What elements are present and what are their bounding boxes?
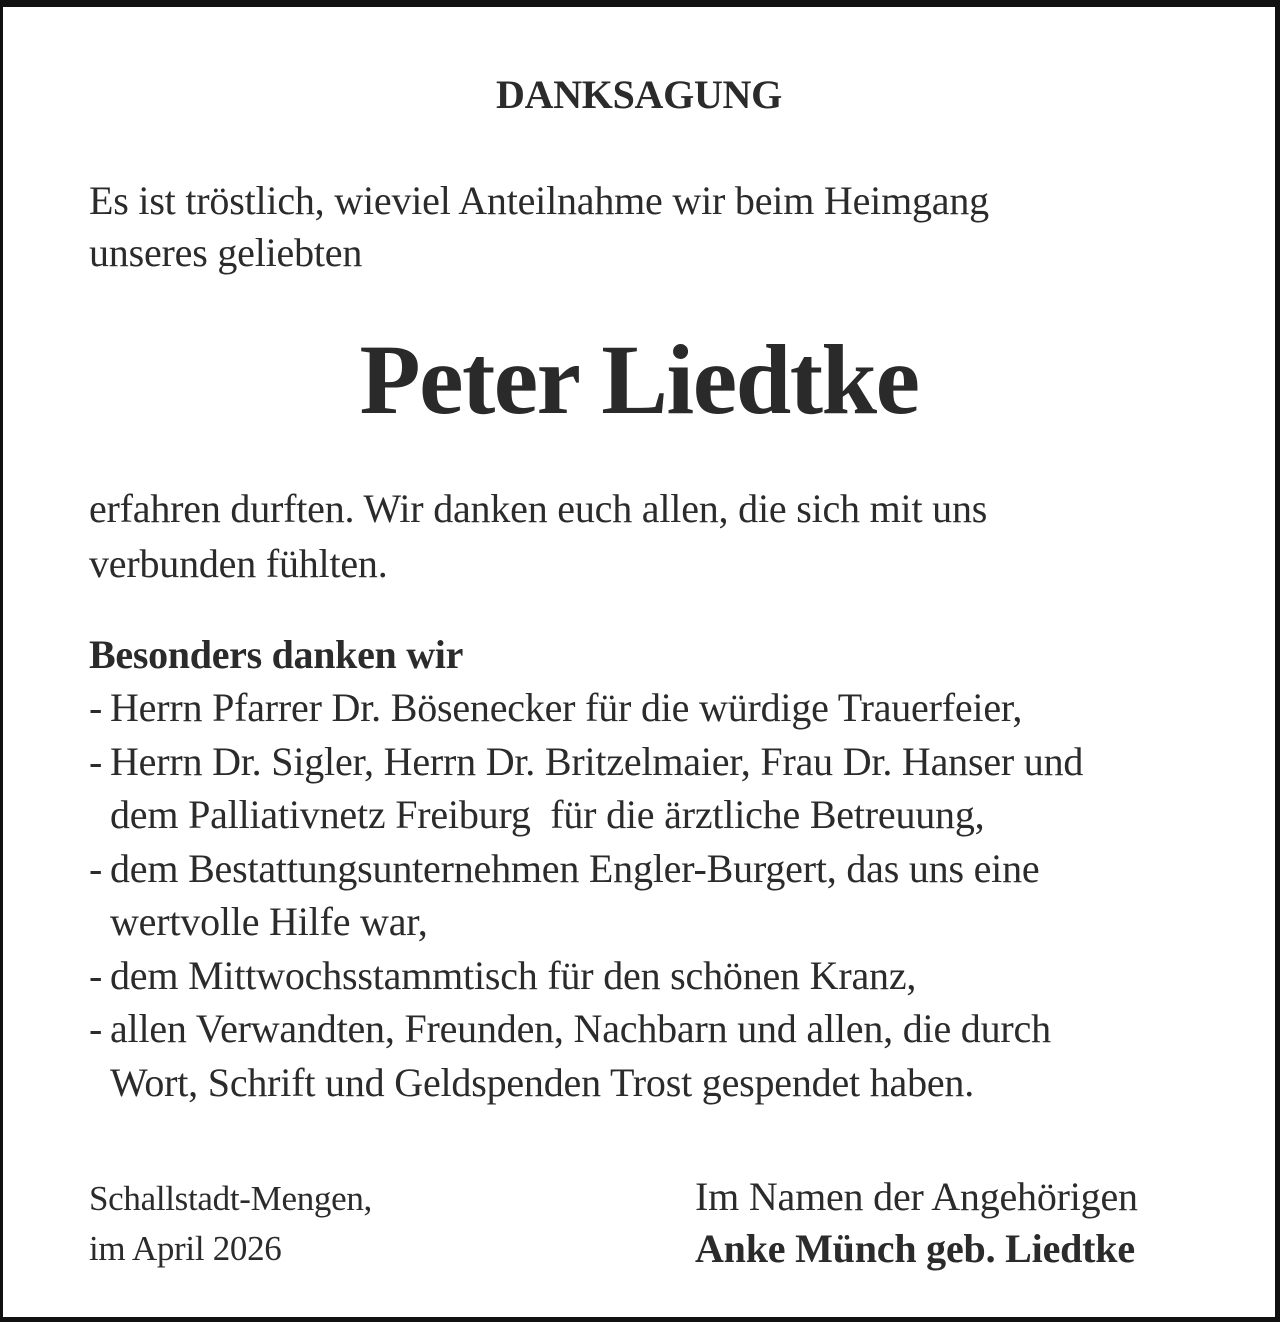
thanks-item-line: Wort, Schrift und Geldspenden Trost gespendet haben.: [110, 1059, 975, 1105]
thanks-item: [89, 949, 1083, 1003]
thanks-item: [89, 735, 1083, 842]
after-name-text: [89, 481, 987, 591]
obituary-notice: [3, 7, 1275, 1317]
bullet-dash: -: [89, 845, 103, 891]
bullet-dash: -: [89, 1006, 103, 1051]
thanks-item: [89, 681, 1083, 735]
intro-line: Es ist tröstlich, wieviel Anteilnahme wir beim Heimgang: [89, 178, 989, 223]
bullet-dash: -: [89, 685, 103, 730]
signer-name: Anke Münch geb. Liedtke: [695, 1226, 1135, 1271]
thanks-item-line: dem Bestattungsunternehmen Engler-Burgert, das uns eine: [110, 845, 1040, 891]
thanks-item-line: Herrn Pfarrer Dr. Bösenecker für die würdige Trauerfeier,: [110, 685, 1023, 730]
thanks-item: [89, 842, 1083, 949]
signature-block: [695, 1171, 1138, 1275]
thanks-list: [89, 681, 1083, 1109]
thanks-item: [89, 1002, 1083, 1109]
notice-title: DANKSAGUNG: [496, 72, 782, 117]
bullet-dash: -: [89, 952, 103, 998]
intro-text: [89, 175, 989, 279]
place: Schallstadt-Mengen,: [89, 1179, 372, 1218]
place-date: [89, 1174, 372, 1274]
thanks-item-line: allen Verwandten, Freunden, Nachbarn und allen, die durch: [110, 1006, 1051, 1051]
thanks-heading: Besonders danken wir: [89, 632, 464, 677]
date: im April 2026: [89, 1229, 282, 1268]
thanks-item-line: dem Palliativnetz Freiburg für die ärztliche Betreuung,: [110, 792, 985, 837]
thanks-item-line: wertvolle Hilfe war,: [110, 899, 428, 944]
on-behalf-text: Im Namen der Angehörigen: [695, 1174, 1138, 1219]
after-line: verbunden fühlten.: [89, 541, 388, 586]
deceased-name: Peter Liedtke: [359, 324, 919, 435]
bullet-dash: -: [89, 738, 103, 784]
thanks-item-line: Herrn Dr. Sigler, Herrn Dr. Britzelmaier, Frau Dr. Hanser und: [110, 738, 1084, 784]
after-line: erfahren durften. Wir danken euch allen, die sich mit uns: [89, 486, 988, 531]
thanks-item-line: dem Mittwochsstammtisch für den schönen Kranz,: [110, 952, 917, 998]
intro-line: unseres geliebten: [89, 230, 363, 275]
